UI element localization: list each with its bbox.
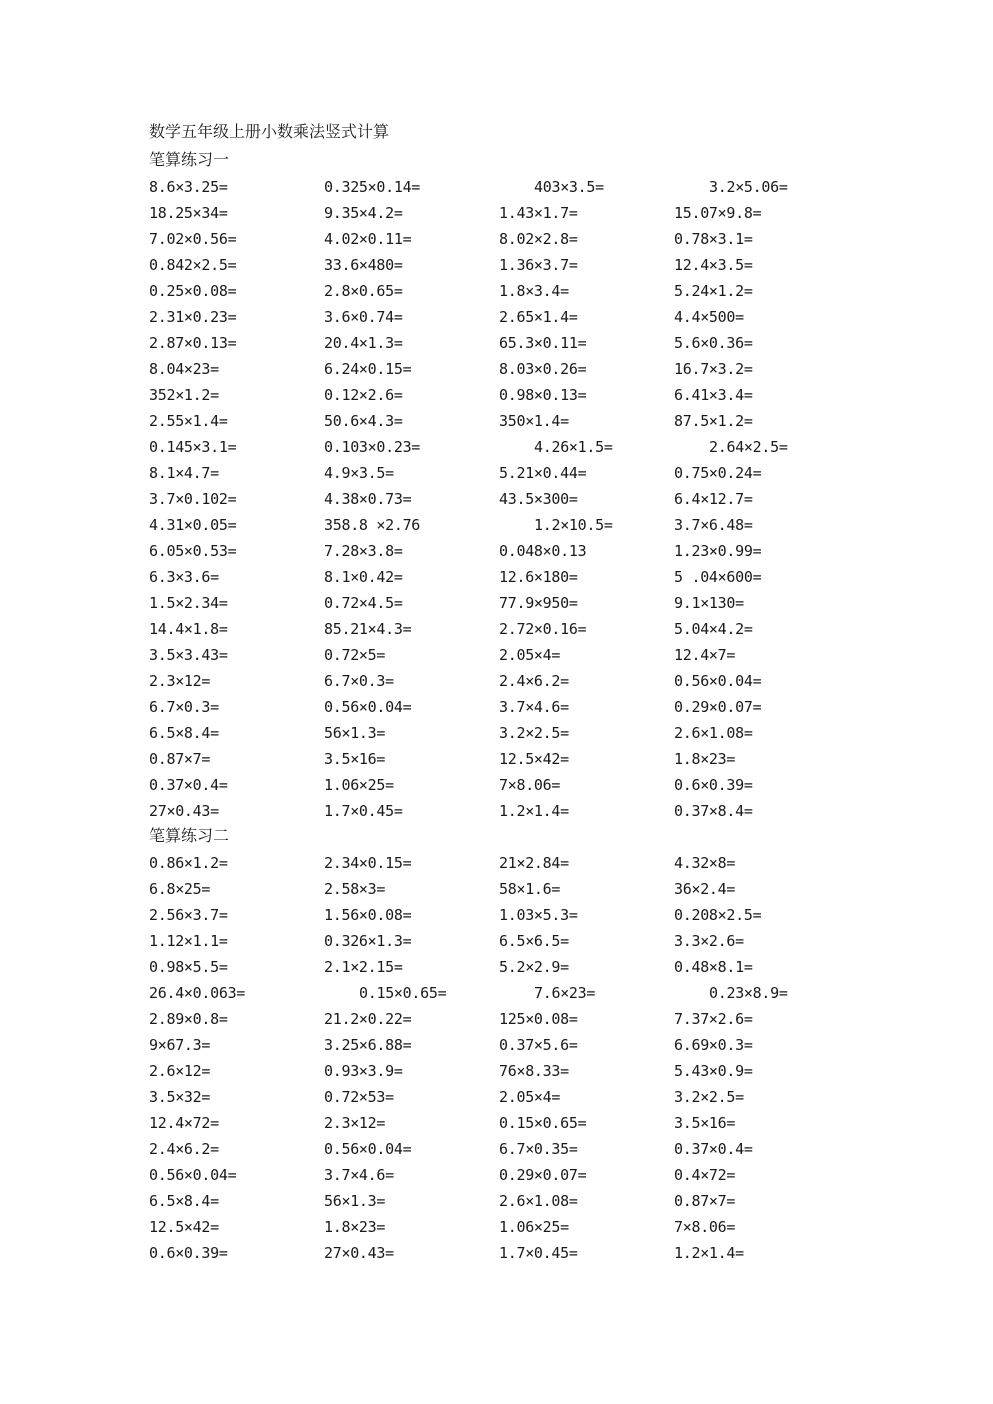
worksheet-title: 数学五年级上册小数乘法竖式计算 xyxy=(149,122,390,141)
problem-cell: 8.6×3.25= xyxy=(149,178,228,196)
problem-cell: 2.8×0.65= xyxy=(324,282,403,300)
problem-cell: 8.04×23= xyxy=(149,360,219,378)
problem-cell: 0.56×0.04= xyxy=(674,672,762,690)
problem-cell: 56×1.3= xyxy=(324,724,386,742)
problem-cell: 36×2.4= xyxy=(674,880,736,898)
problem-cell: 350×1.4= xyxy=(499,412,569,430)
problem-cell: 1.8×3.4= xyxy=(499,282,569,300)
problem-cell: 2.34×0.15= xyxy=(324,854,412,872)
problem-cell: 43.5×300= xyxy=(499,490,578,508)
problem-cell: 14.4×1.8= xyxy=(149,620,228,638)
problem-cell: 2.4×6.2= xyxy=(499,672,569,690)
problem-cell: 0.15×0.65= xyxy=(359,984,447,1002)
problem-cell: 8.1×4.7= xyxy=(149,464,219,482)
problem-cell: 0.103×0.23= xyxy=(324,438,421,456)
problem-cell: 0.326×1.3= xyxy=(324,932,412,950)
problem-cell: 0.98×0.13= xyxy=(499,386,587,404)
problem-cell: 6.5×8.4= xyxy=(149,724,219,742)
problem-row xyxy=(149,1162,849,1188)
problem-cell: 4.38×0.73= xyxy=(324,490,412,508)
problem-cell: 0.25×0.08= xyxy=(149,282,237,300)
problem-row xyxy=(149,512,849,538)
problem-cell: 33.6×480= xyxy=(324,256,403,274)
problem-cell: 7.6×23= xyxy=(534,984,596,1002)
problem-cell: 1.56×0.08= xyxy=(324,906,412,924)
problem-cell: 3.5×32= xyxy=(149,1088,211,1106)
problem-row xyxy=(149,694,849,720)
problem-cell: 6.7×0.3= xyxy=(149,698,219,716)
problem-cell: 1.06×25= xyxy=(324,776,394,794)
problem-cell: 3.2×2.5= xyxy=(499,724,569,742)
problem-cell: 2.4×6.2= xyxy=(149,1140,219,1158)
problem-cell: 5.04×4.2= xyxy=(674,620,753,638)
problem-cell: 6.5×6.5= xyxy=(499,932,569,950)
problem-cell: 4.02×0.11= xyxy=(324,230,412,248)
problem-row xyxy=(149,1136,849,1162)
problem-cell: 4.9×3.5= xyxy=(324,464,394,482)
problem-cell: 27×0.43= xyxy=(149,802,219,820)
problem-row xyxy=(149,980,849,1006)
problem-cell: 50.6×4.3= xyxy=(324,412,403,430)
problem-cell: 9.35×4.2= xyxy=(324,204,403,222)
problem-cell: 4.31×0.05= xyxy=(149,516,237,534)
problem-cell: 6.4×12.7= xyxy=(674,490,753,508)
problem-row xyxy=(149,1188,849,1214)
problem-cell: 2.3×12= xyxy=(324,1114,386,1132)
problem-row xyxy=(149,616,849,642)
problem-cell: 2.65×1.4= xyxy=(499,308,578,326)
problem-cell: 16.7×3.2= xyxy=(674,360,753,378)
problem-cell: 0.048×0.13 xyxy=(499,542,587,560)
problem-cell: 12.4×3.5= xyxy=(674,256,753,274)
problem-row xyxy=(149,1110,849,1136)
problem-cell: 2.58×3= xyxy=(324,880,386,898)
problem-cell: 0.29×0.07= xyxy=(674,698,762,716)
problem-cell: 1.8×23= xyxy=(674,750,736,768)
problem-cell: 6.69×0.3= xyxy=(674,1036,753,1054)
problem-cell: 8.02×2.8= xyxy=(499,230,578,248)
problem-row xyxy=(149,304,849,330)
problem-cell: 85.21×4.3= xyxy=(324,620,412,638)
problem-cell: 3.7×4.6= xyxy=(324,1166,394,1184)
problem-cell: 0.37×0.4= xyxy=(149,776,228,794)
problem-cell: 5.43×0.9= xyxy=(674,1062,753,1080)
problem-cell: 2.87×0.13= xyxy=(149,334,237,352)
problem-row xyxy=(149,278,849,304)
problem-cell: 7×8.06= xyxy=(499,776,561,794)
problem-cell: 0.23×8.9= xyxy=(709,984,788,1002)
problem-cell: 0.72×53= xyxy=(324,1088,394,1106)
problem-cell: 87.5×1.2= xyxy=(674,412,753,430)
problem-cell: 0.15×0.65= xyxy=(499,1114,587,1132)
problem-cell: 12.6×180= xyxy=(499,568,578,586)
problem-cell: 0.72×5= xyxy=(324,646,386,664)
problem-cell: 12.4×72= xyxy=(149,1114,219,1132)
problem-row xyxy=(149,590,849,616)
problem-row xyxy=(149,850,849,876)
problem-cell: 2.05×4= xyxy=(499,646,561,664)
worksheet xyxy=(149,122,849,1266)
problem-cell: 56×1.3= xyxy=(324,1192,386,1210)
problem-cell: 0.87×7= xyxy=(674,1192,736,1210)
problem-cell: 6.7×0.35= xyxy=(499,1140,578,1158)
problem-cell: 0.78×3.1= xyxy=(674,230,753,248)
problem-cell: 0.208×2.5= xyxy=(674,906,762,924)
problem-cell: 5.2×2.9= xyxy=(499,958,569,976)
problem-cell: 1.06×25= xyxy=(499,1218,569,1236)
problem-cell: 1.7×0.45= xyxy=(324,802,403,820)
problem-cell: 3.5×16= xyxy=(674,1114,736,1132)
problem-row xyxy=(149,460,849,486)
problem-cell: 0.56×0.04= xyxy=(149,1166,237,1184)
problem-cell: 27×0.43= xyxy=(324,1244,394,1262)
problem-cell: 4.26×1.5= xyxy=(534,438,613,456)
problem-row xyxy=(149,174,849,200)
problem-cell: 1.23×0.99= xyxy=(674,542,762,560)
problem-cell: 6.3×3.6= xyxy=(149,568,219,586)
problem-cell: 1.2×1.4= xyxy=(674,1244,744,1262)
problem-cell: 5.6×0.36= xyxy=(674,334,753,352)
problem-row xyxy=(149,928,849,954)
problem-cell: 12.5×42= xyxy=(499,750,569,768)
problem-row xyxy=(149,434,849,460)
problem-cell: 18.25×34= xyxy=(149,204,228,222)
problem-row xyxy=(149,720,849,746)
problem-cell: 5 .04×600= xyxy=(674,568,762,586)
problem-cell: 3.2×2.5= xyxy=(674,1088,744,1106)
problem-row xyxy=(149,668,849,694)
problem-row xyxy=(149,226,849,252)
problem-row xyxy=(149,564,849,590)
problem-row xyxy=(149,1084,849,1110)
problem-row xyxy=(149,954,849,980)
problem-cell: 6.7×0.3= xyxy=(324,672,394,690)
problem-cell: 2.3×12= xyxy=(149,672,211,690)
problem-cell: 15.07×9.8= xyxy=(674,204,762,222)
problem-cell: 0.37×5.6= xyxy=(499,1036,578,1054)
problem-cell: 4.32×8= xyxy=(674,854,736,872)
problem-cell: 0.93×3.9= xyxy=(324,1062,403,1080)
problem-cell: 7.37×2.6= xyxy=(674,1010,753,1028)
problem-cell: 8.1×0.42= xyxy=(324,568,403,586)
problem-row xyxy=(149,356,849,382)
problem-cell: 2.6×1.08= xyxy=(674,724,753,742)
problem-cell: 2.1×2.15= xyxy=(324,958,403,976)
problem-cell: 7.28×3.8= xyxy=(324,542,403,560)
problem-cell: 21.2×0.22= xyxy=(324,1010,412,1028)
problem-cell: 0.12×2.6= xyxy=(324,386,403,404)
problem-cell: 5.21×0.44= xyxy=(499,464,587,482)
problem-row xyxy=(149,1058,849,1084)
problem-cell: 20.4×1.3= xyxy=(324,334,403,352)
section-heading: 笔算练习一 xyxy=(149,150,230,169)
problem-row xyxy=(149,252,849,278)
problem-cell: 2.6×1.08= xyxy=(499,1192,578,1210)
problem-cell: 3.5×3.43= xyxy=(149,646,228,664)
problem-cell: 3.7×4.6= xyxy=(499,698,569,716)
sections-container xyxy=(149,148,849,1266)
problem-cell: 1.36×3.7= xyxy=(499,256,578,274)
problem-cell: 0.37×8.4= xyxy=(674,802,753,820)
problem-cell: 0.56×0.04= xyxy=(324,698,412,716)
problem-cell: 2.72×0.16= xyxy=(499,620,587,638)
problem-cell: 7.02×0.56= xyxy=(149,230,237,248)
problem-row xyxy=(149,382,849,408)
problem-cell: 5.24×1.2= xyxy=(674,282,753,300)
problem-cell: 1.7×0.45= xyxy=(499,1244,578,1262)
problem-cell: 3.3×2.6= xyxy=(674,932,744,950)
problem-cell: 0.325×0.14= xyxy=(324,178,421,196)
problem-cell: 2.05×4= xyxy=(499,1088,561,1106)
problem-cell: 0.37×0.4= xyxy=(674,1140,753,1158)
problem-cell: 3.2×5.06= xyxy=(709,178,788,196)
problem-cell: 4.4×500= xyxy=(674,308,744,326)
problem-row xyxy=(149,538,849,564)
problem-cell: 1.8×23= xyxy=(324,1218,386,1236)
problem-cell: 12.5×42= xyxy=(149,1218,219,1236)
problem-cell: 2.64×2.5= xyxy=(709,438,788,456)
problem-cell: 6.8×25= xyxy=(149,880,211,898)
problem-row xyxy=(149,1214,849,1240)
problem-cell: 65.3×0.11= xyxy=(499,334,587,352)
problem-cell: 0.48×8.1= xyxy=(674,958,753,976)
problem-cell: 3.6×0.74= xyxy=(324,308,403,326)
problem-cell: 2.6×12= xyxy=(149,1062,211,1080)
problem-cell: 0.87×7= xyxy=(149,750,211,768)
problem-cell: 7×8.06= xyxy=(674,1218,736,1236)
problem-cell: 3.7×6.48= xyxy=(674,516,753,534)
problem-row xyxy=(149,876,849,902)
problem-cell: 0.29×0.07= xyxy=(499,1166,587,1184)
problem-row xyxy=(149,642,849,668)
problem-row xyxy=(149,902,849,928)
problem-cell: 0.86×1.2= xyxy=(149,854,228,872)
problem-row xyxy=(149,200,849,226)
problem-row xyxy=(149,772,849,798)
problem-row xyxy=(149,1240,849,1266)
problem-cell: 2.56×3.7= xyxy=(149,906,228,924)
problem-cell: 9.1×130= xyxy=(674,594,744,612)
problem-cell: 1.12×1.1= xyxy=(149,932,228,950)
problem-cell: 76×8.33= xyxy=(499,1062,569,1080)
problem-cell: 0.72×4.5= xyxy=(324,594,403,612)
problem-cell: 26.4×0.063= xyxy=(149,984,246,1002)
problem-row xyxy=(149,746,849,772)
problem-cell: 6.41×3.4= xyxy=(674,386,753,404)
problem-row xyxy=(149,1032,849,1058)
problem-cell: 2.31×0.23= xyxy=(149,308,237,326)
problem-cell: 0.6×0.39= xyxy=(674,776,753,794)
problem-cell: 6.5×8.4= xyxy=(149,1192,219,1210)
problem-cell: 58×1.6= xyxy=(499,880,561,898)
problem-cell: 21×2.84= xyxy=(499,854,569,872)
problem-row xyxy=(149,330,849,356)
problem-cell: 2.89×0.8= xyxy=(149,1010,228,1028)
problem-cell: 8.03×0.26= xyxy=(499,360,587,378)
problem-cell: 0.842×2.5= xyxy=(149,256,237,274)
problem-cell: 352×1.2= xyxy=(149,386,219,404)
section-heading: 笔算练习二 xyxy=(149,826,230,845)
problem-cell: 9×67.3= xyxy=(149,1036,211,1054)
problem-cell: 1.03×5.3= xyxy=(499,906,578,924)
problem-cell: 77.9×950= xyxy=(499,594,578,612)
problem-cell: 125×0.08= xyxy=(499,1010,578,1028)
problem-cell: 403×3.5= xyxy=(534,178,604,196)
problem-cell: 1.43×1.7= xyxy=(499,204,578,222)
problem-cell: 6.05×0.53= xyxy=(149,542,237,560)
problem-cell: 1.2×1.4= xyxy=(499,802,569,820)
problem-row xyxy=(149,798,849,824)
problem-cell: 0.145×3.1= xyxy=(149,438,237,456)
problem-cell: 0.4×72= xyxy=(674,1166,736,1184)
problem-cell: 0.6×0.39= xyxy=(149,1244,228,1262)
problem-cell: 0.75×0.24= xyxy=(674,464,762,482)
problem-row xyxy=(149,486,849,512)
problem-cell: 1.2×10.5= xyxy=(534,516,613,534)
problem-cell: 358.8 ×2.76 xyxy=(324,516,421,534)
problem-cell: 0.98×5.5= xyxy=(149,958,228,976)
problem-cell: 3.7×0.102= xyxy=(149,490,237,508)
problem-cell: 2.55×1.4= xyxy=(149,412,228,430)
problem-cell: 3.25×6.88= xyxy=(324,1036,412,1054)
problem-row xyxy=(149,408,849,434)
problem-cell: 0.56×0.04= xyxy=(324,1140,412,1158)
problem-row xyxy=(149,1006,849,1032)
problem-cell: 1.5×2.34= xyxy=(149,594,228,612)
problem-cell: 3.5×16= xyxy=(324,750,386,768)
problem-cell: 12.4×7= xyxy=(674,646,736,664)
problem-cell: 6.24×0.15= xyxy=(324,360,412,378)
